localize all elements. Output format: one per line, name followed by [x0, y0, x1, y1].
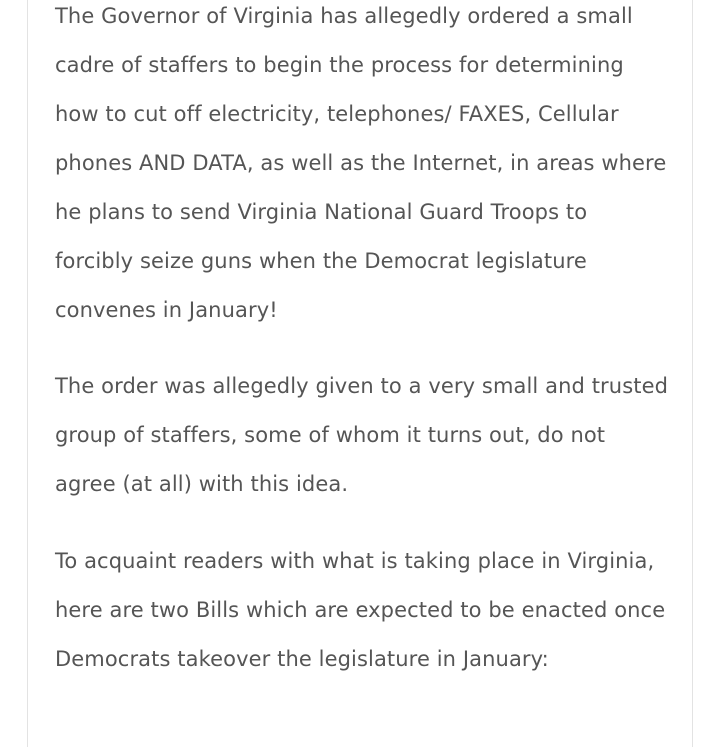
paragraph-staffers: The order was allegedly given to a very small and trusted group of staffers, some of whom it turns out, do not agree (at all) with this idea.: [55, 374, 669, 496]
article-body: [27, 0, 693, 747]
paragraph-bills-intro: To acquaint readers with what is taking place in Virginia, here are two Bills which are expected to be enacted once Democrats takeover the legislature in January:: [55, 549, 666, 671]
paragraph-governor-order: The Governor of Virginia has allegedly ordered a small cadre of staffers to begin the process for determining how to cut off electricity, telephones/ FAXES, Cellular phones AND DATA, as well as the Internet, in areas where he plans to send Virginia National Guard Troops to forcibly seize guns when the Democrat legislature convenes in January!: [55, 4, 667, 322]
